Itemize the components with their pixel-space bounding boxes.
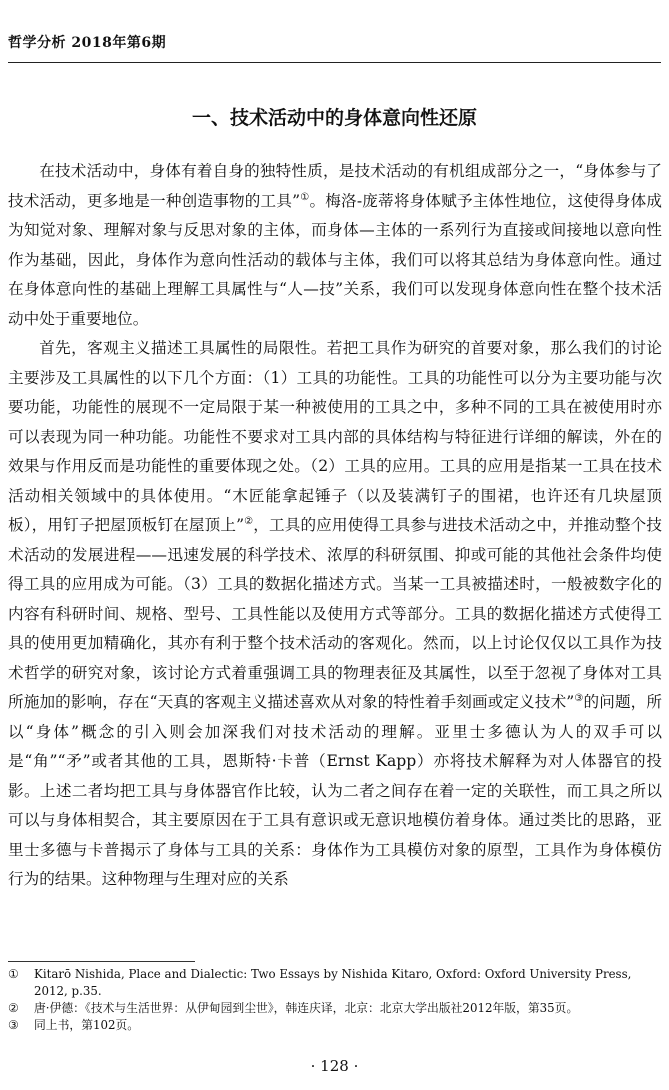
footnote	[8, 1017, 662, 1034]
footnote-text: 同上书，第102页。	[34, 1018, 140, 1032]
body-text	[8, 157, 662, 895]
footnote-text: Kitarō Nishida, Place and Dialectic: Two Essays by Nishida Kitaro, Oxford: Oxford University Press, 2012, p.35.	[34, 967, 632, 998]
paragraph	[8, 334, 662, 895]
page-number: · 128 ·	[310, 1057, 359, 1075]
footnote	[8, 966, 662, 1000]
paragraph-text: ，工具的应用使得工具参与进技术活动之中，并推动整个技术活动的发展进程——迅速发展的科学技术、浓厚的科研氛围、抑或可能的其他社会条件均使得工具的应用成为可能。（3）工具的数据化描述方式。当某一工具被描述时，一般被数字化的内容有科研时间、规格、型号、工具性能以及使用方式等部分。工具的数据化描述方式使得工具的使用更加精确化，其亦有利于整个技术活动的客观化。然而，以上讨论仅仅以工具作为技术哲学的研究对象，该讨论方式着重强调工具的物理表征及其属性，以至于忽视了身体对工具所施加的影响，存在“天真的客观主义描述喜欢从对象的特性着手刻画或定义技术”	[8, 516, 662, 711]
footnote-ref: ②	[244, 515, 254, 527]
header-rule	[8, 62, 661, 63]
paragraph-text: 首先，客观主义描述工具属性的局限性。若把工具作为研究的首要对象，那么我们的讨论主要涉及工具属性的以下几个方面：（1）工具的功能性。工具的功能性可以分为主要功能与次要功能，功能性的展现不一定局限于某一种被使用的工具之中，多种不同的工具在被使用时亦可以表现为同一种功能。功能性不要求对工具内部的具体结构与特征进行详细的解读，外在的效果与作用反而是功能性的重要体现之处。（2）工具的应用。工具的应用是指某一工具在技术活动相关领域中的具体使用。“木匠能拿起锤子（以及装满钉子的围裙，也许还有几块屋顶板），用钉子把屋顶板钉在屋顶上”	[8, 339, 662, 534]
running-header: 哲学分析 2018年第6期	[8, 35, 167, 51]
footnote	[8, 1000, 662, 1017]
paragraph-text: 的问题，所以“身体”概念的引入则会加深我们对技术活动的理解。亚里士多德认为人的双手可以是“角”“矛”或者其他的工具，恩斯特·卡普（Ernst Kapp）亦将技术解释为对人体器官的投影。上述二者均把工具与身体器官作比较，认为二者之间存在着一定的关联性，而工具之所以可以与身体相契合，其主要原因在于工具有意识或无意识地模仿着身体。通过类比的思路，亚里士多德与卡普揭示了身体与工具的关系：身体作为工具模仿对象的原型，工具作为身体模仿行为的结果。这种物理与生理对应的关系	[8, 693, 662, 888]
footnote-text: 唐·伊德：《技术与生活世界：从伊甸园到尘世》，韩连庆译，北京：北京大学出版社2012年版，第35页。	[34, 1001, 579, 1015]
footnote-mark: ①	[8, 967, 19, 981]
footnote-mark: ③	[8, 1018, 19, 1032]
section-title: 一、技术活动中的身体意向性还原	[191, 107, 477, 129]
footnote-ref: ③	[574, 692, 584, 704]
footnote-rule	[8, 961, 195, 962]
paragraph	[8, 157, 662, 334]
paragraph-text: 。梅洛-庞蒂将身体赋予主体性地位，这使得身体成为知觉对象、理解对象与反思对象的主体，而身体—主体的一系列行为直接或间接地以意向性作为基础，因此，身体作为意向性活动的载体与主体，我们可以将其总结为身体意向性。通过在身体意向性的基础上理解工具属性与“人—技”关系，我们可以发现身体意向性在整个技术活动中处于重要地位。	[8, 191, 662, 328]
paragraph-text: 在技术活动中，身体有着自身的独特性质，是技术活动的有机组成部分之一，“身体参与了技术活动，更多地是一种创造事物的工具”	[8, 162, 662, 210]
footnote-ref: ①	[300, 191, 310, 203]
footnotes	[8, 966, 662, 1034]
footnote-mark: ②	[8, 1001, 19, 1015]
